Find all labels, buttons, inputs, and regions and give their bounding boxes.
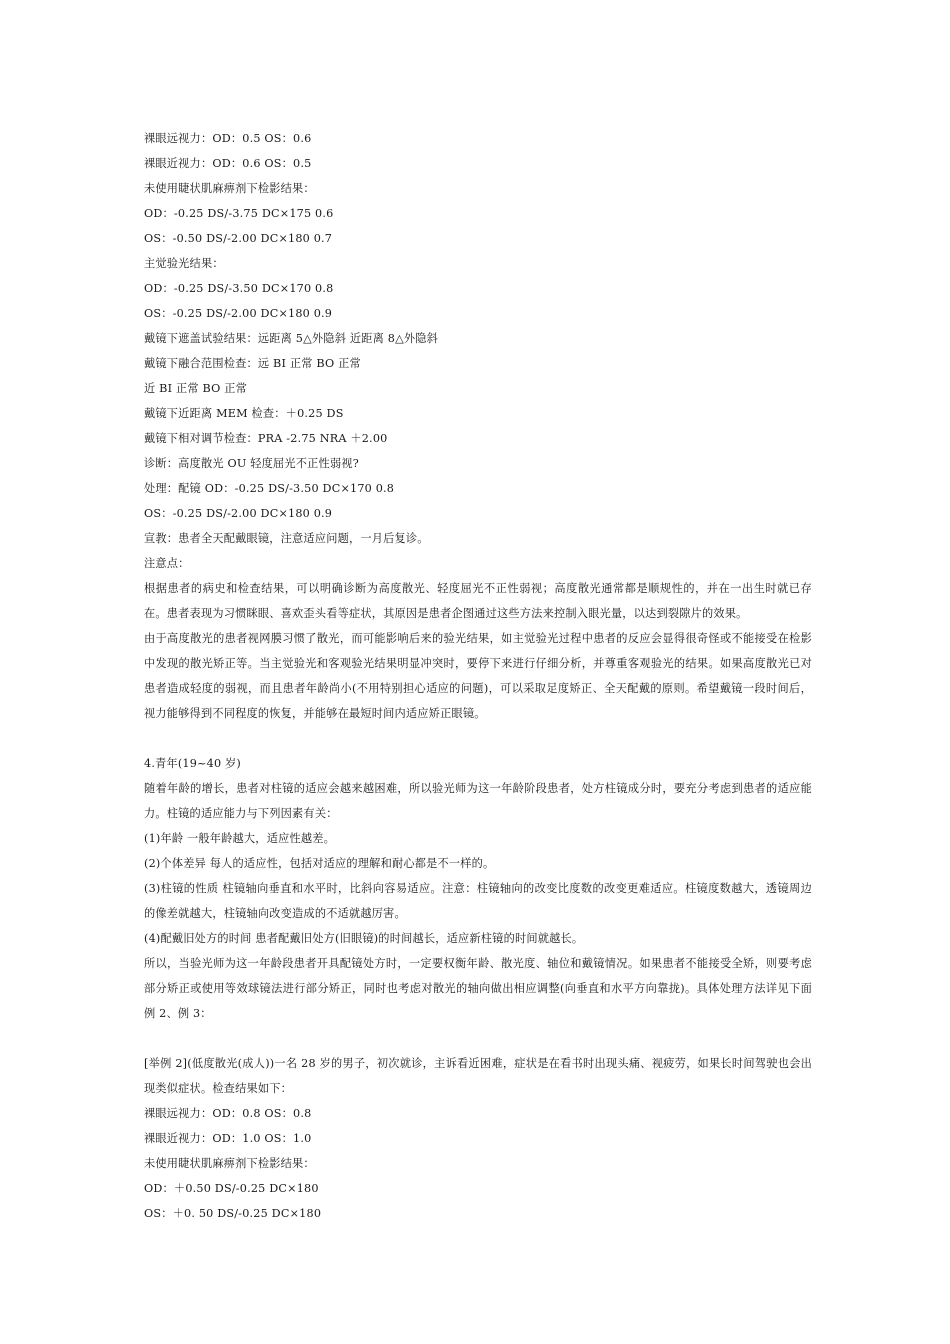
text-line: OD：-0.25 DS/-3.50 DC×170 0.8 [144,282,334,295]
document-page [144,126,812,1226]
text-line: OS：-0.25 DS/-2.00 DC×180 0.9 [144,307,333,320]
text-line: 戴镜下相对调节检查：PRA -2.75 NRA ＋2.00 [144,432,388,445]
text-line: 裸眼近视力：OD：0.6 OS：0.5 [144,157,312,170]
section-heading: 4.青年(19~40 岁) [144,757,241,770]
factor-item-2: (2)个体差异 每人的适应性，包括对适应的理解和耐心都是不一样的。 [144,857,495,870]
factor-item-1: (1)年龄 一般年龄越大，适应性越差。 [144,832,336,845]
text-line: 未使用睫状肌麻痹剂下检影结果： [144,1157,315,1170]
text-line: 近 BI 正常 BO 正常 [144,382,248,395]
text-line: 裸眼远视力：OD：0.5 OS：0.6 [144,132,312,145]
text-line: OD：＋0.50 DS/-0.25 DC×180 [144,1182,319,1195]
text-line: 诊断：高度散光 OU 轻度屈光不正性弱视? [144,457,359,470]
example-2-paragraph: [举例 2](低度散光(成人))一名 28 岁的男子，初次就诊，主诉看近困难，症状是在看书时出现头痛、视疲劳，如果长时间驾驶也会出现类似症状。检查结果如下： [144,1057,812,1095]
text-line: 主觉验光结果： [144,257,224,270]
factor-item-4: (4)配戴旧处方的时间 患者配戴旧处方(旧眼镜)的时间越长，适应新柱镜的时间就越长。 [144,932,584,945]
text-line: 宣教：患者全天配戴眼镜，注意适应问题，一月后复诊。 [144,532,429,545]
exam-results-block-1 [144,126,812,576]
text-line: OD：-0.25 DS/-3.75 DC×175 0.6 [144,207,334,220]
text-line: OS：＋0. 50 DS/-0.25 DC×180 [144,1207,322,1220]
summary-paragraph: 所以，当验光师为这一年龄段患者开具配镜处方时，一定要权衡年龄、散光度、轴位和戴镜情况。如果患者不能接受全矫，则要考虑部分矫正或使用等效球镜法进行部分矫正，同时也考虑对散光的轴向做出相应调整(向垂直和水平方向靠拢)。具体处理方法详见下面例 2、例 3： [144,957,812,1020]
notes-paragraph-1: 根据患者的病史和检查结果，可以明确诊断为高度散光、轻度屈光不正性弱视；高度散光通常都是顺规性的，并在一出生时就已存在。患者表现为习惯眯眼、喜欢歪头看等症状，其原因是患者企图通过这些方法来控制入眼光量，以达到裂隙片的效果。 [144,582,812,620]
text-line: OS：-0.50 DS/-2.00 DC×180 0.7 [144,232,333,245]
text-line: 裸眼远视力：OD：0.8 OS：0.8 [144,1107,312,1120]
text-line: 处理：配镜 OD：-0.25 DS/-3.50 DC×170 0.8 [144,482,395,495]
exam-results-block-2 [144,1101,812,1226]
text-line: 未使用睫状肌麻痹剂下检影结果： [144,182,315,195]
text-line: 裸眼近视力：OD：1.0 OS：1.0 [144,1132,312,1145]
section-intro-paragraph: 随着年龄的增长，患者对柱镜的适应会越来越困难，所以验光师为这一年龄阶段患者，处方柱镜成分时，要充分考虑到患者的适应能力。柱镜的适应能力与下列因素有关： [144,782,812,820]
factor-item-3: (3)柱镜的性质 柱镜轴向垂直和水平时，比斜向容易适应。注意：柱镜轴向的改变比度数的改变更难适应。柱镜度数越大，透镜周边的像差就越大，柱镜轴向改变造成的不适就越厉害。 [144,882,812,920]
text-line: 戴镜下融合范围检查：远 BI 正常 BO 正常 [144,357,361,370]
spacer [144,726,812,751]
text-line: 注意点： [144,557,190,570]
spacer [144,1026,812,1051]
notes-paragraph-2: 由于高度散光的患者视网膜习惯了散光，而可能影响后来的验光结果，如主觉验光过程中患者的反应会显得很奇怪或不能接受在检影中发现的散光矫正等。当主觉验光和客观验光结果明显冲突时，要停下来进行仔细分析，并尊重客观验光的结果。如果高度散光已对患者造成轻度的弱视，而且患者年龄尚小(不用特别担心适应的问题)，可以采取足度矫正、全天配戴的原则。希望戴镜一段时间后，视力能够得到不同程度的恢复，并能够在最短时间内适应矫正眼镜。 [144,632,812,720]
text-line: OS：-0.25 DS/-2.00 DC×180 0.9 [144,507,333,520]
text-line: 戴镜下遮盖试验结果：远距离 5△外隐斜 近距离 8△外隐斜 [144,332,439,345]
text-line: 戴镜下近距离 MEM 检查：＋0.25 DS [144,407,344,420]
